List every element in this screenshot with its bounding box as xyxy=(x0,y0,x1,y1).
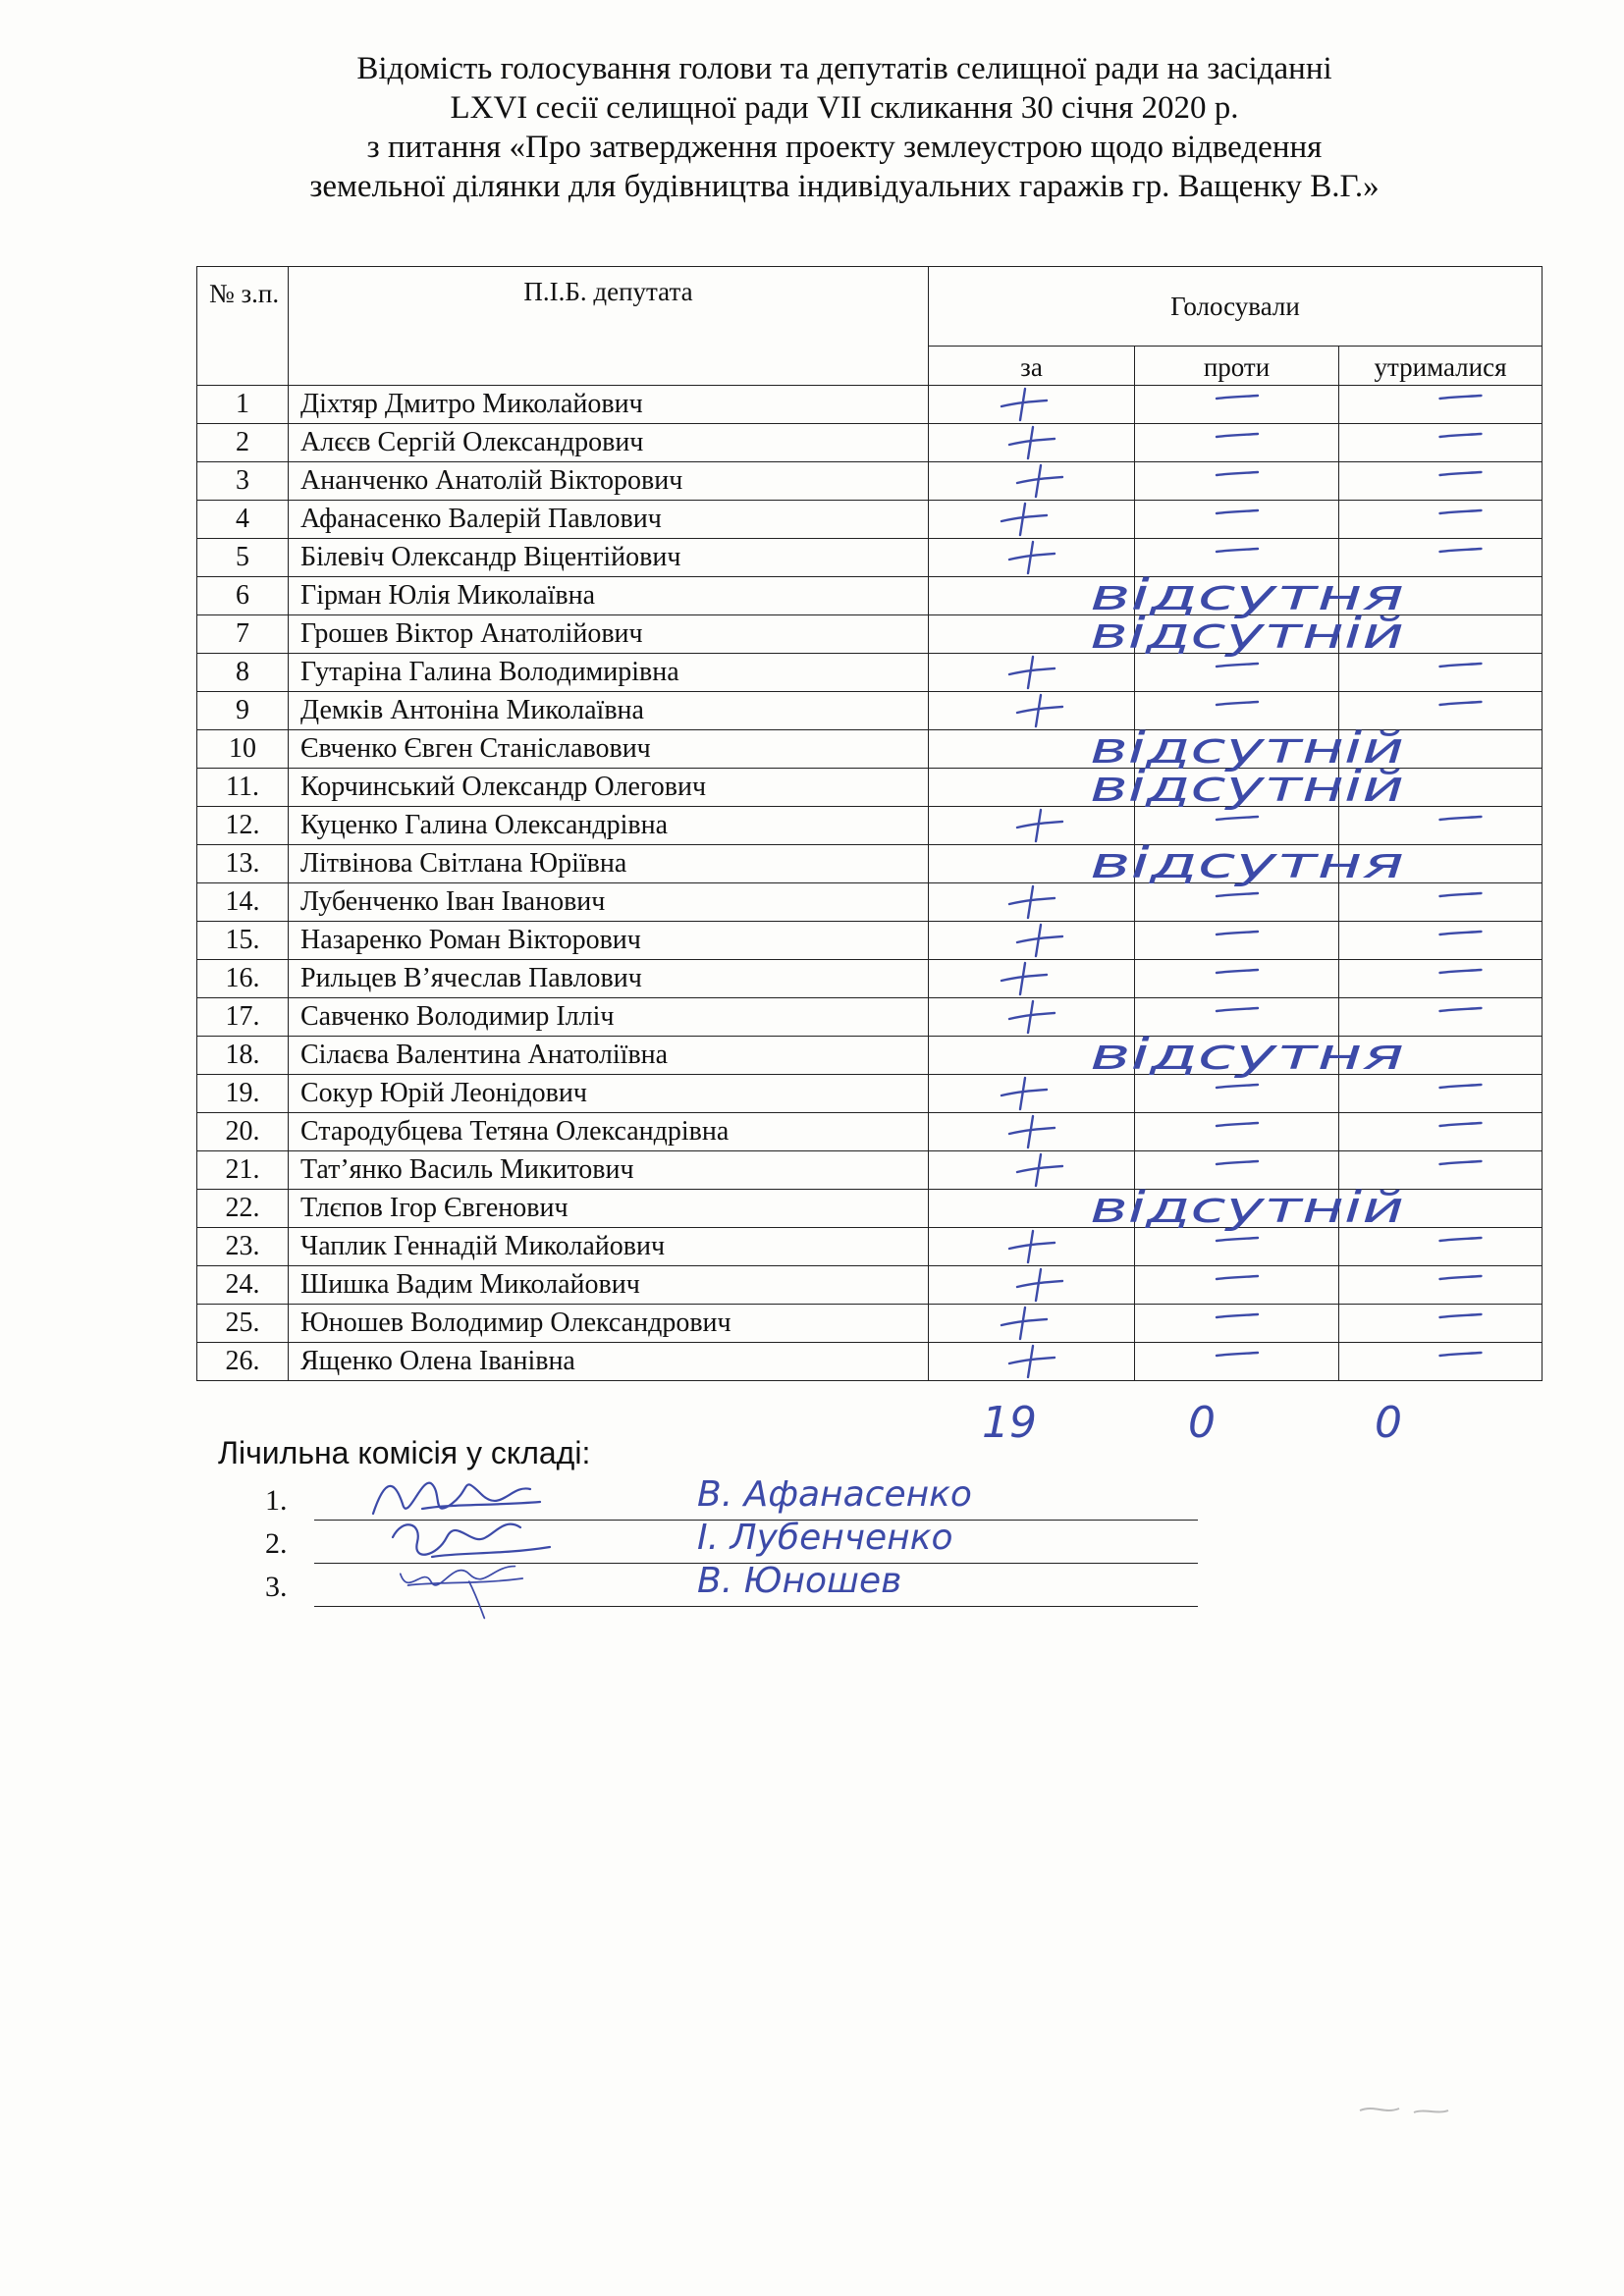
table-row xyxy=(197,1151,1543,1190)
deputy-name: Шишка Вадим Миколайович xyxy=(289,1266,929,1305)
row-number: 23. xyxy=(197,1228,289,1266)
row-number: 10 xyxy=(197,730,289,769)
cell-abstain xyxy=(1339,1037,1543,1075)
cell-for xyxy=(929,845,1135,883)
cell-against xyxy=(1135,1075,1339,1113)
cell-for xyxy=(929,730,1135,769)
absent-note: відсутній xyxy=(1090,1183,1404,1233)
cell-for xyxy=(929,960,1135,998)
cell-abstain xyxy=(1339,386,1543,424)
vote-table xyxy=(196,266,1543,1381)
deputy-name: Чаплик Геннадій Миколайович xyxy=(289,1228,929,1266)
row-number: 15. xyxy=(197,922,289,960)
cell-abstain xyxy=(1339,1190,1543,1228)
cell-for xyxy=(929,386,1135,424)
total-for: 19 xyxy=(982,1398,1037,1448)
cell-abstain xyxy=(1339,615,1543,654)
absent-note: відсутня xyxy=(1090,1030,1404,1080)
total-against: 0 xyxy=(1188,1398,1216,1448)
table-row xyxy=(197,577,1543,615)
cell-for xyxy=(929,692,1135,730)
deputy-name: Ященко Олена Іванівна xyxy=(289,1343,929,1381)
cell-for xyxy=(929,807,1135,845)
row-number: 8 xyxy=(197,654,289,692)
cell-against xyxy=(1135,1228,1339,1266)
cell-abstain xyxy=(1339,462,1543,501)
row-number: 2 xyxy=(197,424,289,462)
header-for: за xyxy=(929,347,1135,386)
cell-for xyxy=(929,615,1135,654)
deputy-name: Алєєв Сергій Олександрович xyxy=(289,424,929,462)
member-name: В. Юношев xyxy=(697,1561,902,1601)
absent-note: відсутня xyxy=(1090,838,1404,888)
absent-note: відсутній xyxy=(1090,609,1404,659)
row-number: 24. xyxy=(197,1266,289,1305)
header-number-label: № з.п. xyxy=(209,279,280,308)
row-number: 22. xyxy=(197,1190,289,1228)
cell-for xyxy=(929,1228,1135,1266)
deputy-name: Євченко Євген Станіславович xyxy=(289,730,929,769)
cell-against xyxy=(1135,692,1339,730)
cell-for xyxy=(929,1151,1135,1190)
deputy-name: Демків Антоніна Миколаївна xyxy=(289,692,929,730)
header-number xyxy=(197,267,289,386)
deputy-name: Корчинський Олександр Олегович xyxy=(289,769,929,807)
cell-against xyxy=(1135,922,1339,960)
cell-abstain xyxy=(1339,883,1543,922)
cell-for xyxy=(929,1037,1135,1075)
row-number: 20. xyxy=(197,1113,289,1151)
cell-for xyxy=(929,769,1135,807)
row-number: 7 xyxy=(197,615,289,654)
member-name: В. Афанасенко xyxy=(697,1474,972,1515)
table-row xyxy=(197,386,1543,424)
deputy-name: Гутаріна Галина Володимирівна xyxy=(289,654,929,692)
signature-3-icon xyxy=(363,1551,560,1620)
table-row xyxy=(197,462,1543,501)
cell-against xyxy=(1135,1151,1339,1190)
cell-abstain xyxy=(1339,654,1543,692)
deputy-name: Тлєпов Ігор Євгенович xyxy=(289,1190,929,1228)
cell-for xyxy=(929,922,1135,960)
table-row xyxy=(197,1190,1543,1228)
document-title xyxy=(157,49,1532,206)
table-row xyxy=(197,654,1543,692)
row-number: 6 xyxy=(197,577,289,615)
cell-abstain xyxy=(1339,577,1543,615)
cell-against xyxy=(1135,615,1339,654)
cell-for xyxy=(929,998,1135,1037)
row-number: 1 xyxy=(197,386,289,424)
cell-abstain xyxy=(1339,845,1543,883)
cell-abstain xyxy=(1339,769,1543,807)
cell-against xyxy=(1135,1037,1339,1075)
cell-abstain xyxy=(1339,1266,1543,1305)
cell-against xyxy=(1135,730,1339,769)
cell-against xyxy=(1135,654,1339,692)
member-index: 3. xyxy=(265,1571,288,1603)
cell-for xyxy=(929,1343,1135,1381)
table-row xyxy=(197,998,1543,1037)
cell-against xyxy=(1135,424,1339,462)
cell-abstain xyxy=(1339,539,1543,577)
absent-note: відсутній xyxy=(1090,762,1404,812)
total-abstain: 0 xyxy=(1375,1398,1402,1448)
table-row xyxy=(197,1075,1543,1113)
deputy-name: Літвінова Світлана Юріївна xyxy=(289,845,929,883)
member-index: 2. xyxy=(265,1527,288,1560)
member-index: 1. xyxy=(265,1484,288,1517)
cell-against xyxy=(1135,845,1339,883)
cell-abstain xyxy=(1339,424,1543,462)
table-row xyxy=(197,1305,1543,1343)
deputy-name: Куценко Галина Олександрівна xyxy=(289,807,929,845)
absent-note: відсутня xyxy=(1090,570,1404,620)
cell-for xyxy=(929,1305,1135,1343)
table-row xyxy=(197,922,1543,960)
header-abstain: утрималися xyxy=(1339,347,1543,386)
cell-abstain xyxy=(1339,1228,1543,1266)
deputy-name: Діхтяр Дмитро Миколайович xyxy=(289,386,929,424)
cell-against xyxy=(1135,998,1339,1037)
cell-abstain xyxy=(1339,998,1543,1037)
table-row xyxy=(197,692,1543,730)
deputy-name: Грошев Віктор Анатолійович xyxy=(289,615,929,654)
title-line-2: LXVI сесії селищної ради VII скликання 30 січня 2020 р. xyxy=(450,90,1239,126)
member-name: І. Лубенченко xyxy=(697,1518,953,1558)
table-row xyxy=(197,769,1543,807)
table-row xyxy=(197,424,1543,462)
deputy-name: Тат’янко Василь Микитович xyxy=(289,1151,929,1190)
cell-against xyxy=(1135,769,1339,807)
cell-against xyxy=(1135,960,1339,998)
row-number: 14. xyxy=(197,883,289,922)
deputy-name: Савченко Володимир Ілліч xyxy=(289,998,929,1037)
table-row xyxy=(197,1266,1543,1305)
row-number: 25. xyxy=(197,1305,289,1343)
cell-against xyxy=(1135,807,1339,845)
title-line-4: земельної ділянки для будівництва індивідуальних гаражів гр. Ващенку В.Г.» xyxy=(309,169,1380,204)
deputy-name: Рильцев В’ячеслав Павлович xyxy=(289,960,929,998)
cell-abstain xyxy=(1339,1075,1543,1113)
cell-abstain xyxy=(1339,807,1543,845)
deputy-name: Лубенченко Іван Іванович xyxy=(289,883,929,922)
row-number: 12. xyxy=(197,807,289,845)
deputy-name: Юношев Володимир Олександрович xyxy=(289,1305,929,1343)
row-number: 13. xyxy=(197,845,289,883)
title-line-3: з питання «Про затвердження проекту землеустрою щодо відведення xyxy=(366,130,1323,165)
cell-abstain xyxy=(1339,1151,1543,1190)
cell-against xyxy=(1135,386,1339,424)
cell-for xyxy=(929,883,1135,922)
header-name: П.І.Б. депутата xyxy=(289,267,929,386)
table-row xyxy=(197,615,1543,654)
deputy-name: Стародубцева Тетяна Олександрівна xyxy=(289,1113,929,1151)
table-row xyxy=(197,960,1543,998)
row-number: 21. xyxy=(197,1151,289,1190)
cell-for xyxy=(929,424,1135,462)
commission-label: Лічильна комісія у складі: xyxy=(218,1435,591,1470)
table-row xyxy=(197,883,1543,922)
deputy-name: Білевіч Олександр Віцентійович xyxy=(289,539,929,577)
cell-abstain xyxy=(1339,922,1543,960)
cell-abstain xyxy=(1339,692,1543,730)
table-row xyxy=(197,539,1543,577)
row-number: 9 xyxy=(197,692,289,730)
cell-against xyxy=(1135,883,1339,922)
row-number: 18. xyxy=(197,1037,289,1075)
cell-for xyxy=(929,1266,1135,1305)
cell-for xyxy=(929,462,1135,501)
cell-against xyxy=(1135,1190,1339,1228)
row-number: 3 xyxy=(197,462,289,501)
cell-abstain xyxy=(1339,1343,1543,1381)
title-line-1: Відомість голосування голови та депутатів селищної ради на засіданні xyxy=(356,51,1332,86)
cell-abstain xyxy=(1339,501,1543,539)
row-number: 19. xyxy=(197,1075,289,1113)
cell-abstain xyxy=(1339,730,1543,769)
cell-for xyxy=(929,1075,1135,1113)
absent-note: відсутній xyxy=(1090,723,1404,774)
commission-member-3 xyxy=(265,1561,1208,1610)
cell-for xyxy=(929,1113,1135,1151)
row-number: 17. xyxy=(197,998,289,1037)
header-voted: Голосували xyxy=(929,267,1543,347)
row-number: 11. xyxy=(197,769,289,807)
cell-for xyxy=(929,577,1135,615)
row-number: 16. xyxy=(197,960,289,998)
cell-against xyxy=(1135,462,1339,501)
cell-against xyxy=(1135,501,1339,539)
scan-smudge xyxy=(1355,2101,1453,2120)
deputy-name: Гірман Юлія Миколаївна xyxy=(289,577,929,615)
deputy-name: Ананченко Анатолій Вікторович xyxy=(289,462,929,501)
table-row xyxy=(197,1113,1543,1151)
table-row xyxy=(197,1228,1543,1266)
table-row xyxy=(197,807,1543,845)
cell-abstain xyxy=(1339,1113,1543,1151)
cell-against xyxy=(1135,577,1339,615)
row-number: 26. xyxy=(197,1343,289,1381)
cell-against xyxy=(1135,539,1339,577)
deputy-name: Сокур Юрій Леонідович xyxy=(289,1075,929,1113)
table-row xyxy=(197,501,1543,539)
cell-for xyxy=(929,654,1135,692)
table-row xyxy=(197,1037,1543,1075)
cell-for xyxy=(929,1190,1135,1228)
cell-abstain xyxy=(1339,1305,1543,1343)
cell-for xyxy=(929,501,1135,539)
cell-against xyxy=(1135,1305,1339,1343)
cell-against xyxy=(1135,1113,1339,1151)
header-against: проти xyxy=(1135,347,1339,386)
cell-against xyxy=(1135,1343,1339,1381)
table-row xyxy=(197,1343,1543,1381)
deputy-name: Назаренко Роман Вікторович xyxy=(289,922,929,960)
table-row xyxy=(197,845,1543,883)
row-number: 4 xyxy=(197,501,289,539)
cell-for xyxy=(929,539,1135,577)
table-row xyxy=(197,730,1543,769)
deputy-name: Сілаєва Валентина Анатоліївна xyxy=(289,1037,929,1075)
row-number: 5 xyxy=(197,539,289,577)
deputy-name: Афанасенко Валерій Павлович xyxy=(289,501,929,539)
cell-against xyxy=(1135,1266,1339,1305)
cell-abstain xyxy=(1339,960,1543,998)
